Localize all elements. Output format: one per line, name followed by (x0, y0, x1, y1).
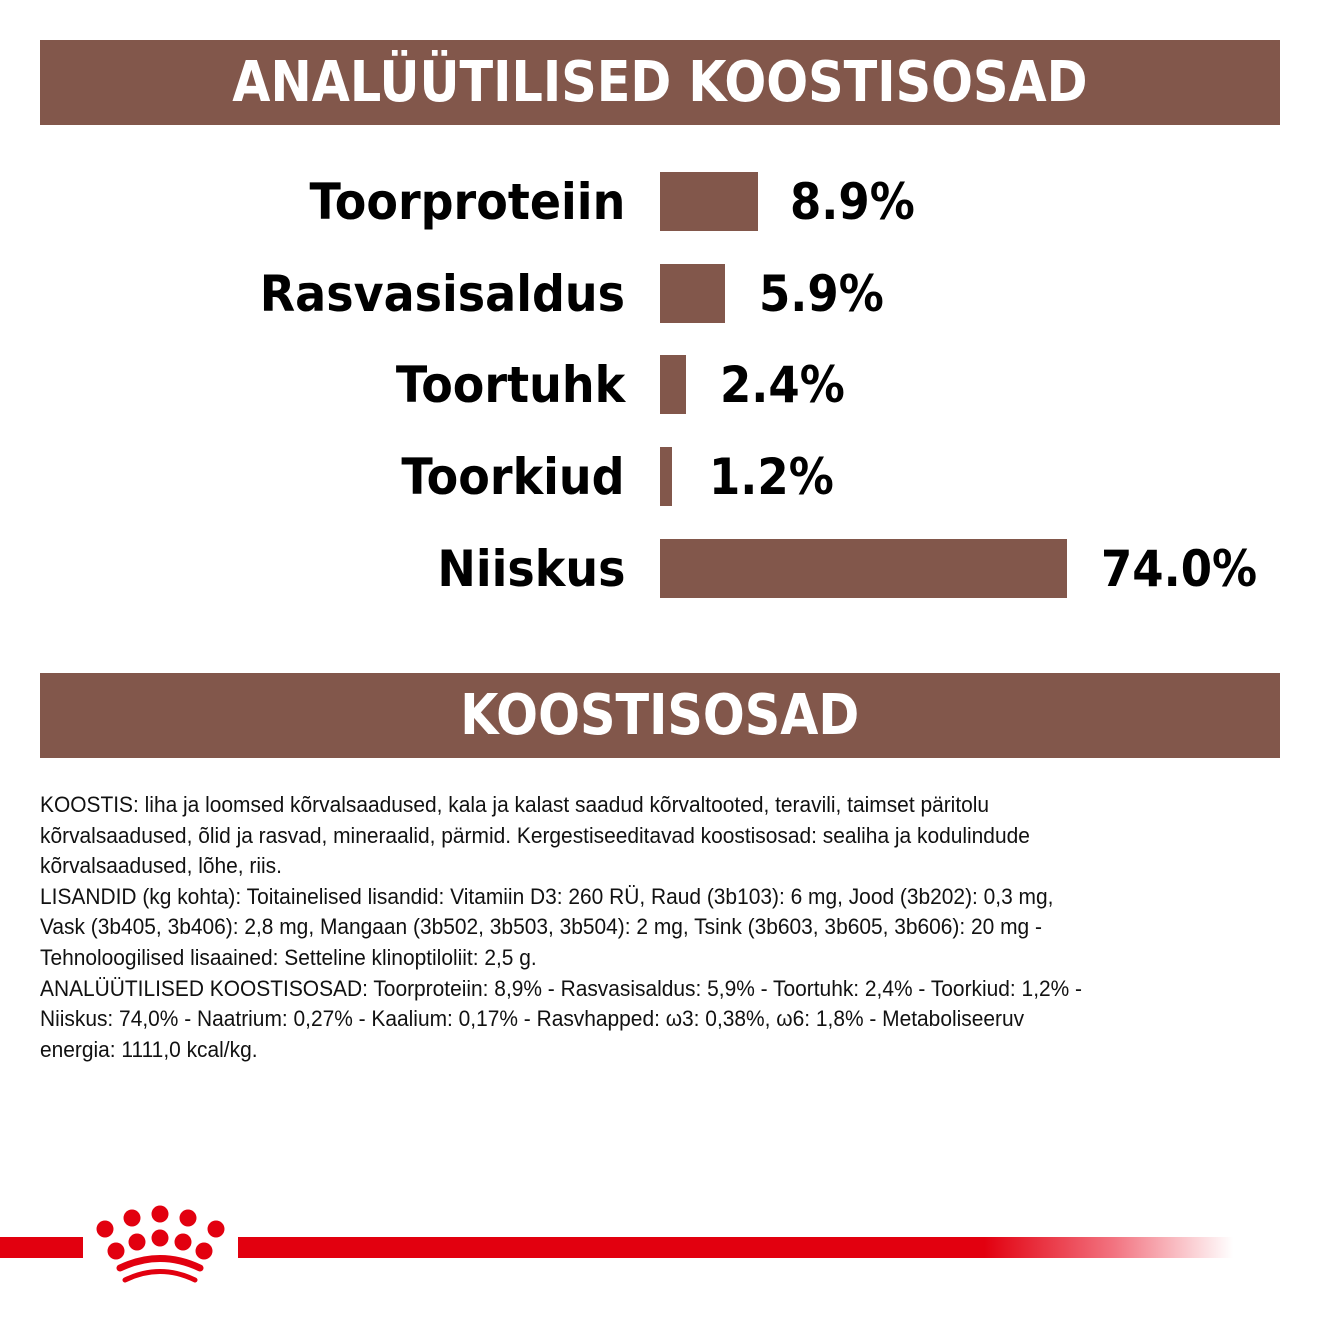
chart-bar (660, 539, 1067, 598)
chart-row-moisture (0, 539, 1320, 599)
composition-text (40, 790, 1280, 1065)
chart-label: Toorkiud (401, 448, 625, 506)
composition-line: kõrvalsaadused, õlid ja rasvad, mineraalid, pärmid. Kergestiseeditavad koostisosad: sealiha ja kodulindude (40, 822, 1030, 848)
chart-bar (660, 355, 686, 414)
composition-title: KOOSTISOSAD (460, 683, 860, 748)
chart-label: Toorproteiin (309, 173, 625, 231)
footer-red-line-left (0, 1237, 83, 1258)
analytical-constituents-header (40, 40, 1280, 125)
chart-row-fibre (0, 447, 1320, 507)
composition-line: KOOSTIS: liha ja loomsed kõrvalsaadused, kala ja kalast saadud kõrvaltooted, teravili, taimset päritolu (40, 792, 990, 817)
chart-value: 1.2% (709, 448, 834, 506)
composition-line: kõrvalsaadused, lõhe, riis. (40, 853, 282, 879)
chart-label: Rasvasisaldus (259, 265, 625, 323)
footer-red-line-right (238, 1237, 1233, 1258)
additives-line: Tehnoloogilised lisaained: Setteline klinoptiloliit: 2,5 g. (40, 944, 537, 970)
crown-logo-icon (90, 1205, 235, 1290)
additives-line: LISANDID (kg kohta): Toitainelised lisandid: Vitamiin D3: 260 RÜ, Raud (3b103): 6 mg, Jood (3b202): 0,3 mg, (40, 883, 1054, 909)
chart-value: 2.4% (720, 356, 845, 414)
chart-value: 8.9% (790, 173, 915, 231)
analytical-line: Niiskus: 74,0% - Naatrium: 0,27% - Kaalium: 0,17% - Rasvhapped: ω3: 0,38%, ω6: 1,8% - Metaboliseeruv (40, 1006, 1025, 1032)
additives-line: Vask (3b405, 3b406): 2,8 mg, Mangaan (3b502, 3b503, 3b504): 2 mg, Tsink (3b603, 3b605, 3b606): 20 mg - (40, 914, 1042, 940)
chart-row-protein (0, 172, 1320, 232)
chart-value: 74.0% (1101, 540, 1258, 598)
chart-bar (660, 447, 672, 506)
analytical-constituents-title: ANALÜÜTILISED KOOSTISOSAD (232, 50, 1088, 115)
analytical-line: ANALÜÜTILISED KOOSTISOSAD: Toorproteiin: 8,9% - Rasvasisaldus: 5,9% - Toortuhk: 2,4% - Toorkiud: 1,2% - (40, 975, 1083, 1001)
analytical-line: energia: 1111,0 kcal/kg. (40, 1036, 258, 1062)
chart-bar (660, 172, 758, 231)
chart-label: Niiskus (436, 540, 625, 598)
chart-bar (660, 264, 725, 323)
composition-header (40, 673, 1280, 758)
chart-value: 5.9% (759, 265, 884, 323)
chart-row-fat (0, 264, 1320, 324)
chart-label: Toortuhk (395, 356, 625, 414)
chart-row-ash (0, 355, 1320, 415)
